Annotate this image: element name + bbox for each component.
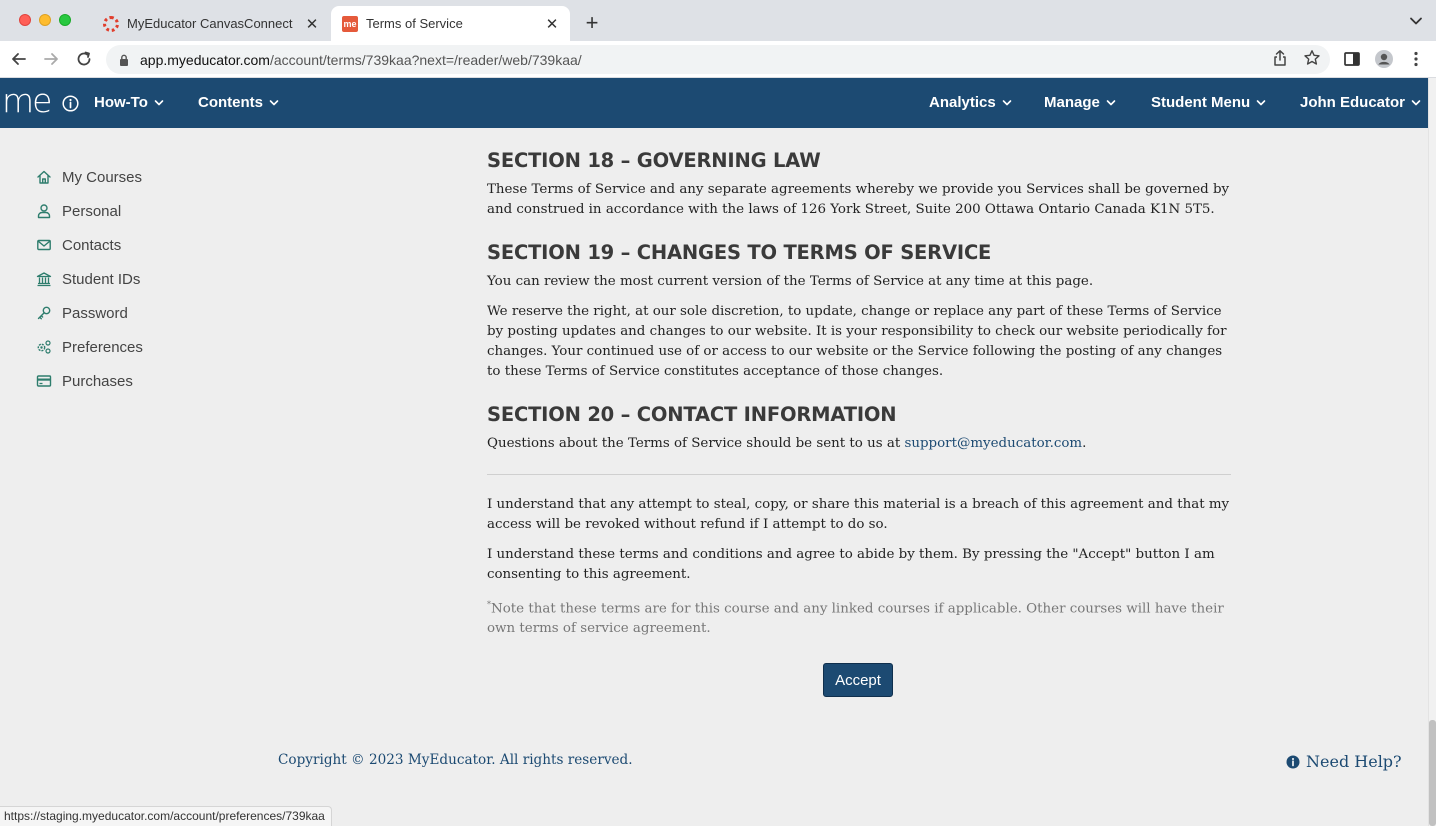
sidebar-item-preferences[interactable] (36, 330, 276, 364)
sidebar-item-label: Student IDs (62, 270, 141, 288)
url-text (140, 52, 582, 68)
reload-icon[interactable] (74, 49, 94, 69)
chevron-down-icon (154, 98, 164, 108)
chevron-down-icon (269, 98, 279, 108)
note-asterisk: * (487, 600, 491, 609)
chevron-down-icon (1002, 98, 1012, 108)
nav-user-menu[interactable] (1300, 94, 1421, 111)
section-19-body-2: We reserve the right, at our sole discretion, to update, change or replace any part of these Terms of Service by posting updates and changes to our website. It is your responsibility to check our website periodically for changes. Your continued use of or access to our website or the Service following the posting of any changes to these Terms of Service constitutes acceptance of those changes. (487, 304, 1227, 379)
nav-student-menu[interactable] (1151, 94, 1266, 111)
close-window-button[interactable] (19, 14, 31, 26)
section-20-suffix: . (1082, 436, 1087, 451)
sidebar-item-label: Password (62, 304, 128, 322)
section-18-body: These Terms of Service and any separate agreements whereby we provide you Services shall be governed by and construed in accordance with the laws of 126 York Street, Suite 200 Ottawa Ontario Canada K1N 5T5. (487, 182, 1230, 217)
info-circle-icon (1286, 755, 1300, 769)
browser-tab-terms-of-service[interactable] (331, 6, 570, 41)
sidebar-item-personal[interactable] (36, 194, 276, 228)
url-path: /account/terms/739kaa?next=/reader/web/739kaa/ (269, 51, 582, 68)
url-host: app.myeducator.com (140, 51, 270, 68)
nav-how-to[interactable] (94, 94, 164, 111)
nav-manage-label: Manage (1044, 94, 1100, 111)
account-sidebar (36, 160, 276, 398)
nav-contents-label: Contents (198, 94, 263, 111)
kebab-menu-icon[interactable] (1406, 49, 1426, 69)
agreement-text-2: I understand these terms and conditions and agree to abide by them. By pressing the "Accept" button I am consenting to this agreement. (487, 547, 1215, 582)
nav-manage[interactable] (1044, 94, 1116, 111)
maximize-window-button[interactable] (59, 14, 71, 26)
section-20-heading: SECTION 20 – CONTACT INFORMATION (487, 403, 897, 426)
forward-arrow-icon[interactable] (41, 49, 61, 69)
section-19-body-1: You can review the most current version of the Terms of Service at any time at this page. (487, 274, 1094, 289)
bank-icon (36, 271, 52, 287)
sidebar-item-label: Personal (62, 202, 122, 220)
nav-user-menu-label: John Educator (1300, 94, 1406, 111)
nav-analytics-label: Analytics (929, 94, 996, 111)
need-help-label: Need Help? (1306, 752, 1402, 771)
credit-card-icon (36, 373, 52, 389)
tab-title: MyEducator CanvasConnect (127, 16, 293, 31)
chevron-down-icon (1411, 98, 1421, 108)
sidebar-item-label: My Courses (62, 168, 143, 186)
envelope-icon (36, 237, 52, 253)
sidebar-item-purchases[interactable] (36, 364, 276, 398)
section-19-heading: SECTION 19 – CHANGES TO TERMS OF SERVICE (487, 241, 992, 264)
need-help-link[interactable] (1286, 752, 1402, 771)
page-scrollbar-track[interactable] (1428, 78, 1436, 826)
sidebar-item-student-ids[interactable] (36, 262, 276, 296)
back-arrow-icon[interactable] (9, 49, 29, 69)
canvas-favicon-icon (103, 16, 119, 32)
app-navbar (0, 78, 1428, 128)
course-terms-note (487, 595, 1231, 639)
nav-student-menu-label: Student Menu (1151, 94, 1251, 111)
nav-contents[interactable] (198, 94, 279, 111)
note-text: Note that these terms are for this course and any linked courses if applicable. Other courses will have their own terms of service agreement. (487, 601, 1224, 637)
myeducator-favicon-icon: me (342, 16, 358, 32)
bookmark-star-icon[interactable] (1303, 49, 1321, 67)
support-email-link[interactable]: support@myeducator.com (904, 436, 1083, 451)
lock-icon[interactable] (119, 54, 129, 66)
sidebar-item-password[interactable] (36, 296, 276, 330)
tab-search-chevron-icon[interactable] (1408, 13, 1424, 29)
myeducator-logo[interactable]: me (2, 81, 51, 120)
chevron-down-icon (1106, 98, 1116, 108)
agreement-text-1: I understand that any attempt to steal, copy, or share this material is a breach of this agreement and that my access will be revoked without refund if I attempt to do so. (487, 497, 1230, 532)
browser-toolbar (0, 41, 1436, 78)
close-tab-icon[interactable]: ✕ (305, 15, 319, 33)
key-icon (36, 305, 52, 321)
browser-tab-canvasconnect[interactable] (92, 6, 330, 41)
user-icon (36, 203, 52, 219)
page-scrollbar-thumb[interactable] (1429, 720, 1436, 826)
content-divider (487, 474, 1231, 475)
sidebar-item-label: Purchases (62, 372, 133, 390)
section-18-heading: SECTION 18 – GOVERNING LAW (487, 149, 821, 172)
info-circle-icon[interactable] (62, 95, 79, 112)
close-tab-icon[interactable]: ✕ (545, 15, 559, 33)
copyright-text: Copyright © 2023 MyEducator. All rights reserved. (278, 752, 633, 768)
nav-analytics[interactable] (929, 94, 1012, 111)
address-bar[interactable] (106, 45, 1330, 74)
sidebar-item-my-courses[interactable] (36, 160, 276, 194)
new-tab-plus-icon[interactable]: + (585, 10, 599, 35)
sidebar-item-label: Contacts (62, 236, 122, 254)
section-20-prefix: Questions about the Terms of Service should be sent to us at (487, 436, 905, 451)
chevron-down-icon (1256, 98, 1266, 108)
profile-avatar-icon[interactable] (1374, 49, 1394, 69)
sidebar-item-contacts[interactable] (36, 228, 276, 262)
tab-title: Terms of Service (366, 16, 463, 31)
section-20-body (487, 434, 1231, 454)
sidebar-item-label: Preferences (62, 338, 143, 356)
terms-content (487, 148, 1231, 639)
home-icon (36, 169, 52, 185)
browser-tab-bar (0, 0, 1436, 41)
browser-status-url: https://staging.myeducator.com/account/preferences/739kaa (0, 806, 332, 826)
side-panel-icon[interactable] (1342, 49, 1362, 69)
accept-button[interactable]: Accept (823, 663, 893, 697)
minimize-window-button[interactable] (39, 14, 51, 26)
share-icon[interactable] (1271, 49, 1289, 67)
gears-icon (36, 339, 52, 355)
nav-how-to-label: How-To (94, 94, 148, 111)
